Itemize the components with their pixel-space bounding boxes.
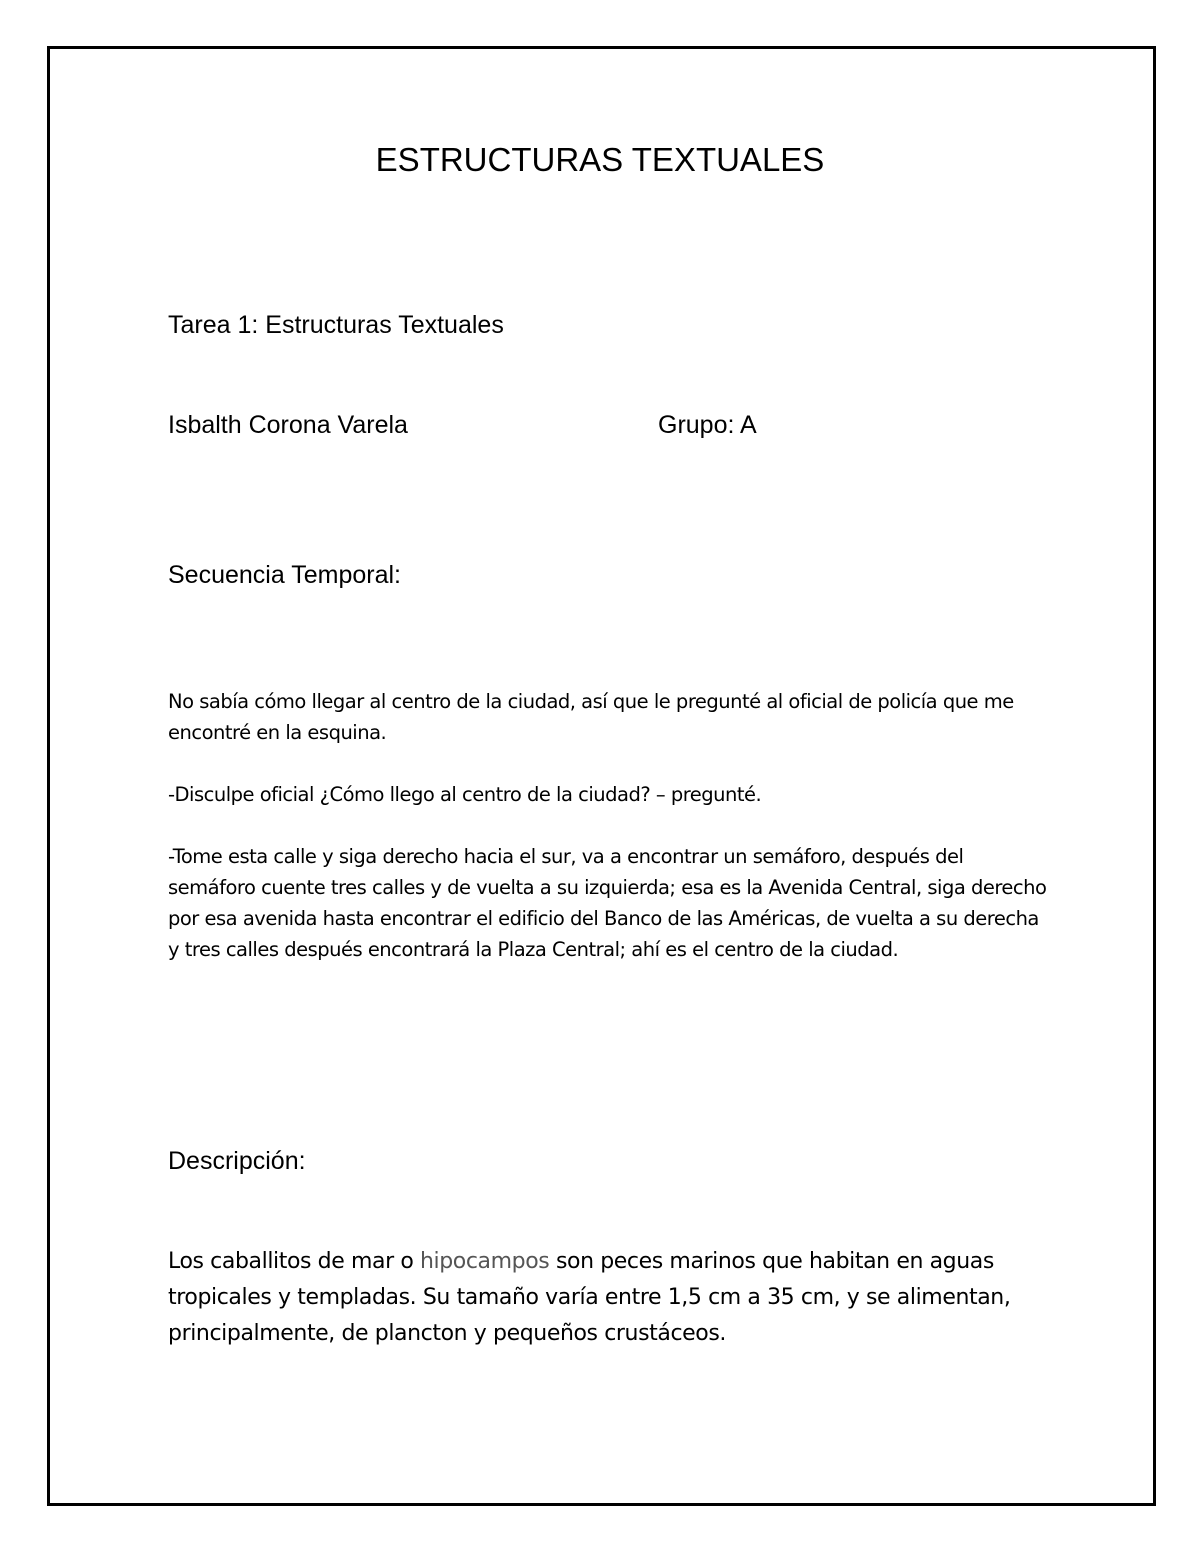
task-line: Tarea 1: Estructuras Textuales [168, 311, 504, 339]
temporal-paragraph-1: No sabía cómo llegar al centro de la ciudad, así que le pregunté al oficial de policía que me encontré en la esquina. [168, 690, 1014, 744]
description-text-end: son peces marinos que habitan en aguas tropicales y templadas. Su tamaño varía entre 1,5 cm a 35 cm, y se alimentan, principalmente, de plancton y pequeños crustáceos. [168, 1249, 1011, 1346]
author-name: Isbalth Corona Varela [168, 411, 408, 439]
hipocampos-link[interactable]: hipocampos [419, 1249, 550, 1274]
temporal-paragraph-2: -Disculpe oficial ¿Cómo llego al centro de la ciudad? – pregunté. [168, 783, 762, 806]
section-heading-temporal: Secuencia Temporal: [168, 561, 402, 589]
section-heading-description: Descripción: [168, 1147, 306, 1175]
document-title: ESTRUCTURAS TEXTUALES [375, 141, 825, 178]
temporal-paragraph-3: -Tome esta calle y siga derecho hacia el sur, va a encontrar un semáforo, después del semáforo cuente tres calles y de vuelta a su izquierda; esa es la Avenida Central, siga derecho por esa avenida hasta encontrar el edificio del Banco de las Américas, de vuelta a su derecha y tres calles después encontrará la Plaza Central; ahí es el centro de la ciudad. [168, 845, 1047, 961]
group-label: Grupo: A [658, 411, 757, 439]
description-text-start: Los caballitos de mar o [168, 1249, 420, 1274]
description-paragraph [168, 1244, 1048, 1352]
